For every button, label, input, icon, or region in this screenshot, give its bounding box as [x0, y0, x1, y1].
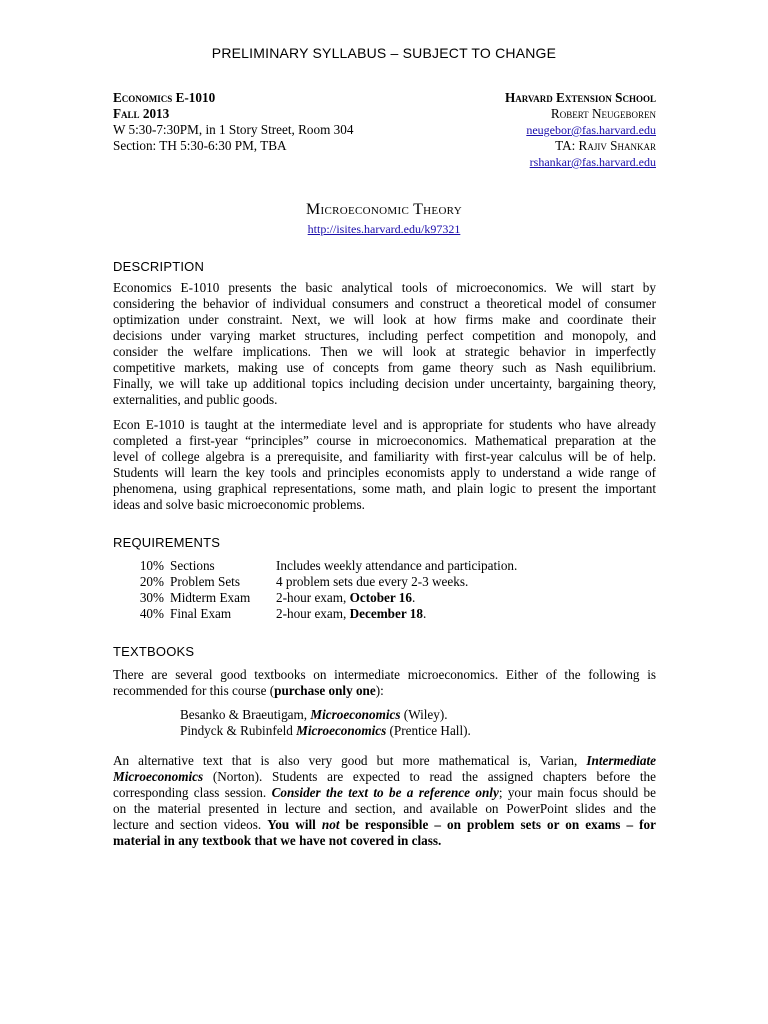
description-paragraph-2	[113, 417, 656, 513]
text-line: Finally, we will take up additional topics including decision under uncertainty, bargaining theory,	[113, 376, 656, 391]
requirement-detail: Includes weekly attendance and participation.	[276, 558, 518, 573]
text-line: phenomena, using graphical representations, some math, and plain logic to present the important	[113, 481, 656, 496]
text-line: considering the behavior of individual consumers and construct a theoretical model of consumer	[113, 296, 656, 311]
description-paragraph-1	[113, 280, 656, 408]
table-row	[130, 558, 517, 574]
text-line: Students will learn the key tools and principles economists apply to understand a wide range of	[113, 465, 656, 480]
textbook-list	[180, 707, 471, 739]
course-code: Economics E-1010	[113, 90, 216, 105]
text-line: ideas and solve basic microeconomic problems.	[113, 497, 365, 512]
textbooks-heading: TEXTBOOKS	[113, 644, 195, 659]
description-heading: DESCRIPTION	[113, 259, 205, 274]
textbooks-alternative-paragraph	[113, 753, 656, 849]
text-line: competitive markets, making use of concepts from game theory such as Nash equilibrium.	[113, 360, 656, 375]
table-row	[130, 606, 517, 622]
text-line: lecture and section videos. You will not be responsible – on problem sets or on exams – for	[113, 817, 656, 832]
section-schedule: Section: TH 5:30-6:30 PM, TBA	[113, 138, 287, 153]
ta-name: TA: Rajiv Shankar	[555, 138, 656, 153]
requirement-item: Sections	[170, 558, 215, 573]
text-line: material in any textbook that we have not covered in class.	[113, 833, 442, 848]
text-line: There are several good textbooks on intermediate microeconomics. Either of the following is	[113, 667, 656, 682]
instructor-name: Robert Neugeboren	[550, 106, 656, 121]
text-line: Economics E-1010 presents the basic analytical tools of microeconomics. We will start by	[113, 280, 656, 295]
preliminary-heading: PRELIMINARY SYLLABUS – SUBJECT TO CHANGE	[211, 45, 557, 61]
requirement-weight: 30%	[139, 590, 164, 605]
text-line: decisions under varying market structures, including perfect competition and monopoly, and	[113, 328, 656, 343]
instructor-email-link[interactable]: neugebor@fas.harvard.edu	[526, 123, 656, 137]
text-line: recommended for this course (purchase only one):	[113, 683, 384, 698]
requirements-heading: REQUIREMENTS	[113, 535, 221, 550]
list-item: Besanko & Braeutigam, Microeconomics (Wiley).	[180, 707, 448, 722]
school-name: Harvard Extension School	[504, 90, 656, 105]
requirement-detail: 2-hour exam, December 18.	[276, 606, 427, 621]
table-row	[130, 590, 517, 606]
table-row	[130, 574, 517, 590]
text-line: An alternative text that is also very good but more mathematical is, Varian, Intermediate	[113, 753, 656, 768]
requirement-detail: 4 problem sets due every 2-3 weeks.	[276, 574, 469, 589]
text-line: Econ E-1010 is taught at the intermediate level and is appropriate for students who have already	[113, 417, 656, 432]
requirements-table	[130, 558, 517, 622]
requirement-weight: 10%	[139, 558, 164, 573]
requirement-weight: 40%	[139, 606, 164, 621]
requirement-item: Midterm Exam	[170, 590, 251, 605]
list-item: Pindyck & Rubinfeld Microeconomics (Prentice Hall).	[180, 723, 471, 738]
course-title: Microeconomic Theory	[306, 201, 462, 218]
requirement-detail: 2-hour exam, October 16.	[276, 590, 416, 605]
text-line: optimization under constraint. Next, we will look at how firms make and coordinate their	[113, 312, 656, 327]
text-line: consider the welfare implications. Then we will look at strategic behavior in imperfectly	[113, 344, 656, 359]
text-line: completed a first-year “principles” course in microeconomics. Mathematical preparation at the	[113, 433, 656, 448]
requirement-weight: 20%	[139, 574, 164, 589]
text-line: level of college algebra is a prerequisite, and familiarity with first-year calculus will be of help.	[113, 449, 656, 464]
course-term: Fall 2013	[113, 106, 170, 121]
text-line: externalities, and public goods.	[113, 392, 278, 407]
text-line: Microeconomics (Norton). Students are expected to read the assigned chapters before the	[113, 769, 656, 784]
ta-email-link[interactable]: rshankar@fas.harvard.edu	[529, 155, 656, 169]
instructor-info	[336, 90, 656, 170]
text-line: corresponding class session. Consider the text to be a reference only; your main focus should be	[113, 785, 656, 800]
lecture-schedule: W 5:30-7:30PM, in 1 Story Street, Room 304	[113, 122, 354, 137]
textbooks-intro	[113, 667, 656, 699]
text-line: on the material presented in lecture and section, and available on PowerPoint slides and the	[113, 801, 656, 816]
course-website-link[interactable]: http://isites.harvard.edu/k97321	[307, 222, 461, 236]
requirement-item: Problem Sets	[170, 574, 240, 589]
requirement-item: Final Exam	[170, 606, 232, 621]
